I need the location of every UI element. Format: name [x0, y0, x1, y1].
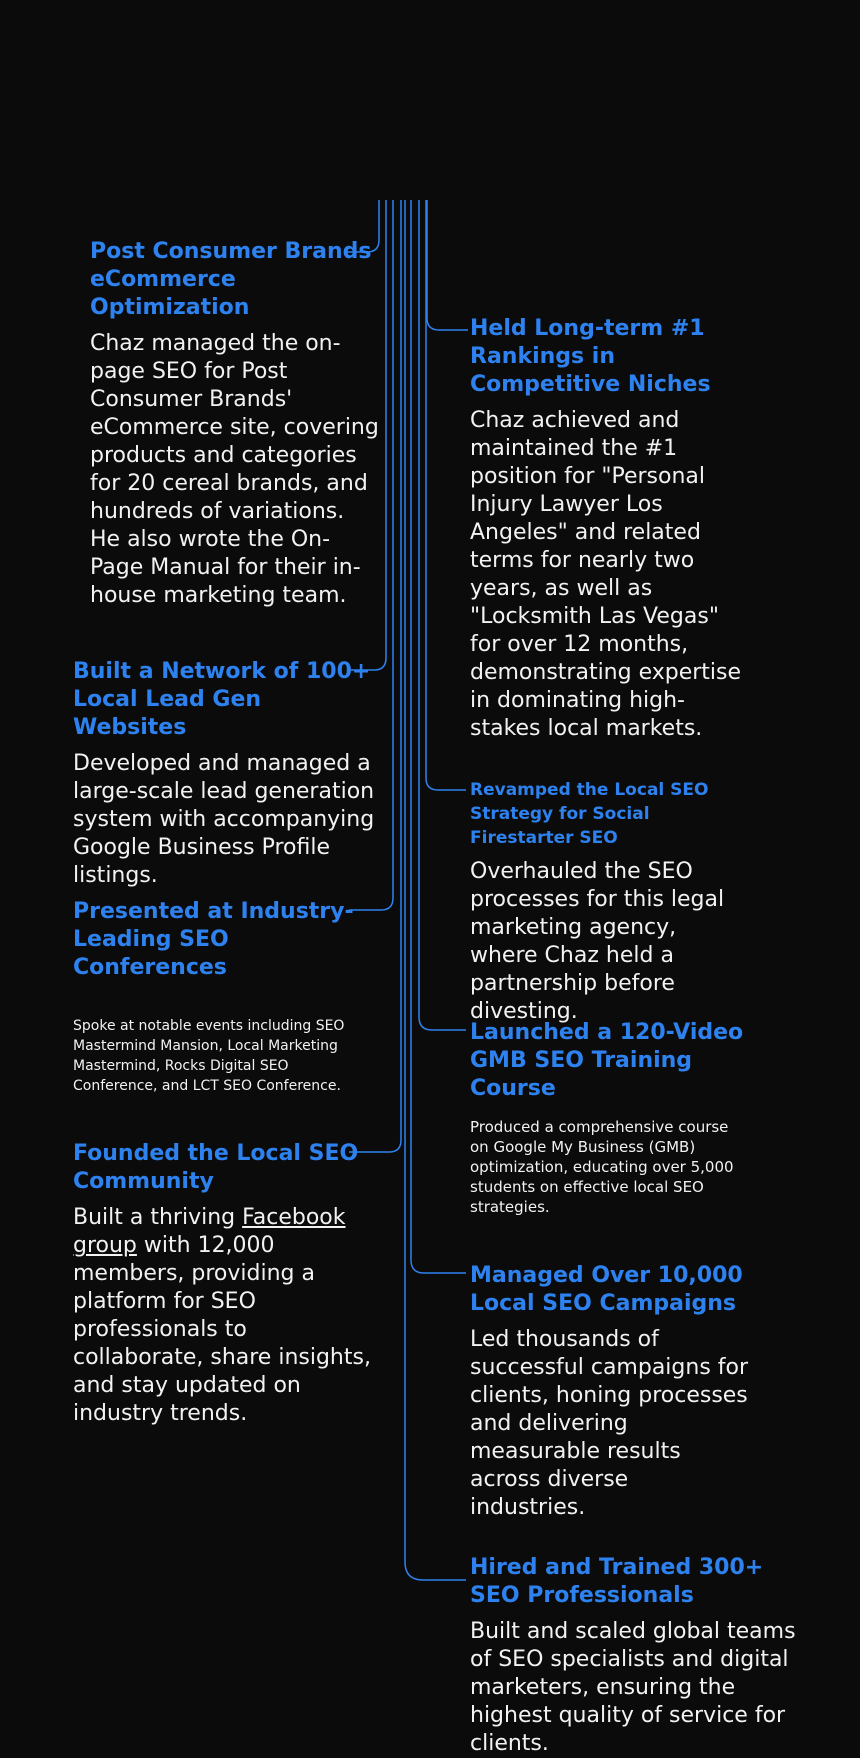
item-title: Presented at Industry-Leading SEO Conferences [73, 899, 354, 980]
timeline-item-lead-gen-network [73, 658, 378, 890]
timeline-item-campaigns [470, 1262, 750, 1522]
item-description: Overhauled the SEO processes for this legal marketing agency, where Chaz held a partnership before divesting. [470, 859, 725, 1024]
timeline-item-hired-trained [470, 1554, 815, 1758]
item-description: Developed and managed a large-scale lead generation system with accompanying Google Business Profile listings. [73, 751, 375, 888]
timeline-item-gmb-course [470, 1019, 750, 1217]
item-description [73, 1204, 373, 1428]
timeline-item-social-firestarter [470, 778, 750, 1026]
item-description: Chaz achieved and maintained the #1 position for "Personal Injury Lawyer Los Angeles" and related terms for nearly two years, as well as "Locksmith Las Vegas" for over 12 months, demonstrating expertise in dominating high-stakes local markets. [470, 408, 742, 741]
timeline-item-local-seo-community [73, 1140, 373, 1428]
item-title: Launched a 120-Video GMB SEO Training Course [470, 1020, 744, 1101]
connector-line-4 [426, 200, 466, 790]
item-title: Revamped the Local SEO Strategy for Social Firestarter SEO [470, 780, 709, 848]
description-text-before: Built a thriving [73, 1205, 243, 1230]
item-title: Post Consumer Brands eCommerce Optimization [90, 239, 372, 320]
description-text-after: with 12,000 members, providing a platform for SEO professionals to collaborate, share insights, and stay updated on industry trends. [73, 1233, 371, 1426]
connector-line-9 [405, 200, 466, 1580]
timeline-item-long-term-rankings [470, 315, 745, 743]
item-title: Founded the Local SEO Community [73, 1141, 359, 1194]
item-title: Built a Network of 100+ Local Lead Gen Websites [73, 659, 371, 740]
item-title: Managed Over 10,000 Local SEO Campaigns [470, 1263, 743, 1316]
item-description: Chaz managed the on-page SEO for Post Consumer Brands' eCommerce site, covering products and categories for 20 cereal brands, and hundreds of variations. He also wrote the On-Page Manual for their in-house marketing team. [90, 331, 379, 608]
item-title: Held Long-term #1 Rankings in Competitive Niches [470, 316, 711, 397]
connector-line-2 [427, 200, 468, 330]
timeline-item-post-consumer [90, 238, 380, 610]
timeline-item-conferences [73, 898, 373, 1096]
item-description: Produced a comprehensive course on Google My Business (GMB) optimization, educating over 5,000 students on effective local SEO strategies. [470, 1118, 734, 1216]
item-description: Built and scaled global teams of SEO specialists and digital marketers, ensuring the highest quality of service for clients. [470, 1619, 796, 1756]
item-description: Spoke at notable events including SEO Mastermind Mansion, Local Marketing Mastermind, Rocks Digital SEO Conference, and LCT SEO Conference. [73, 1018, 345, 1094]
item-description: Led thousands of successful campaigns for clients, honing processes and delivering measurable results across diverse industries. [470, 1327, 749, 1520]
facebook-group-link[interactable]: Facebook group [73, 1205, 346, 1258]
item-title: Hired and Trained 300+ SEO Professionals [470, 1555, 764, 1608]
